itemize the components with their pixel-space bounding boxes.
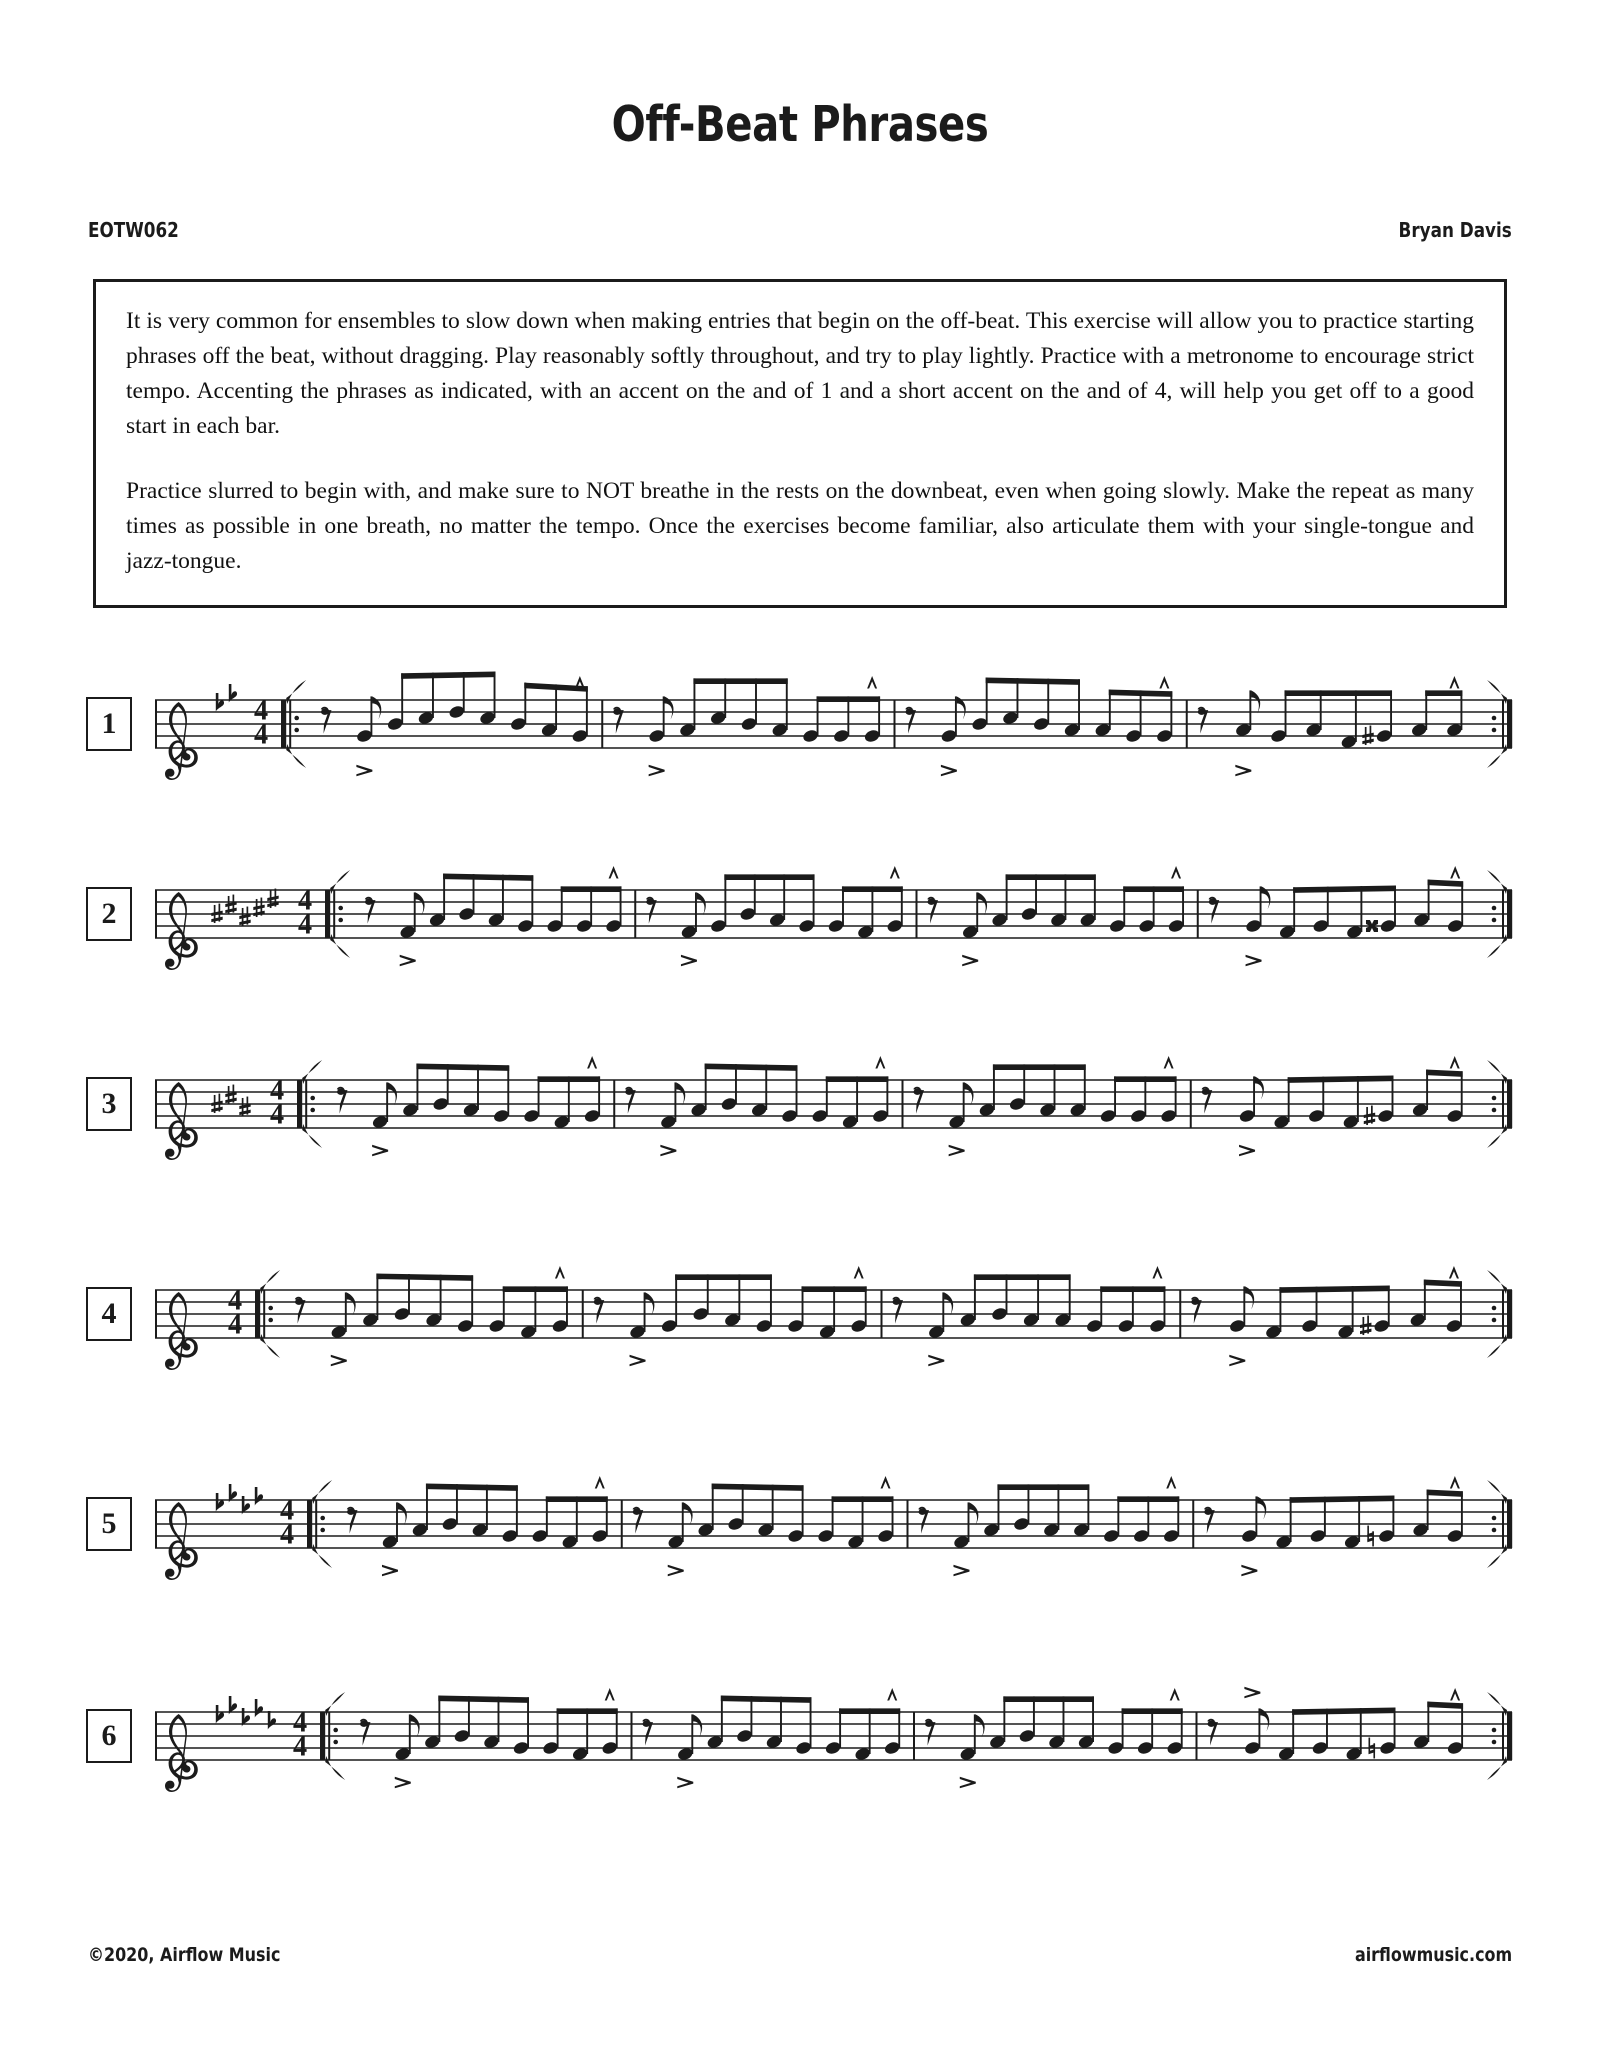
svg-text:4: 4 xyxy=(227,1285,243,1317)
staff-notation xyxy=(0,1034,1600,1194)
page-title: Off-Beat Phrases xyxy=(611,96,989,153)
svg-text:4: 4 xyxy=(253,719,269,751)
instructions-paragraph-1: It is very common for ensembles to slow down when making entries that begin on the off-beat. This exercise will allow you to practice starting phrases off the beat, without dragging. Play reasonably softly throughout, and try to play lightly. Practice with a metronome to encourage strict tempo. Accenting the phrases as indicated, with an accent on the and of 1 and a short accent on the and of 4, will help you get off to a good start in each bar. xyxy=(126,308,1474,439)
staff-notation xyxy=(0,1244,1600,1404)
svg-text:4: 4 xyxy=(297,909,313,941)
svg-text:4: 4 xyxy=(269,1099,285,1131)
music-system xyxy=(0,844,1600,1004)
instructions-paragraph-2: Practice slurred to begin with, and make sure to NOT breathe in the rests on the downbeat, even when going slowly. Make the repeat as many times as possible in one breath, no matter the tempo. Once the exercises become familiar, also articulate them with your single-tongue and jazz-tongue. xyxy=(126,478,1474,574)
author-name: Bryan Davis xyxy=(1398,218,1512,242)
exercise-number: 1 xyxy=(86,697,132,751)
svg-text:4: 4 xyxy=(227,1309,243,1341)
svg-text:4: 4 xyxy=(279,1495,295,1527)
music-system xyxy=(0,1244,1600,1404)
svg-text:4: 4 xyxy=(253,695,269,727)
exercise-number: 5 xyxy=(86,1497,132,1551)
staff-notation xyxy=(0,1454,1600,1614)
staff-notation xyxy=(0,1666,1600,1826)
website-link[interactable]: airflowmusic.com xyxy=(1354,1944,1512,1966)
music-system xyxy=(0,654,1600,814)
staff-notation xyxy=(0,654,1600,814)
music-system xyxy=(0,1666,1600,1826)
svg-text:4: 4 xyxy=(269,1075,285,1107)
music-system xyxy=(0,1454,1600,1614)
exercise-number: 4 xyxy=(86,1287,132,1341)
svg-text:4: 4 xyxy=(297,885,313,917)
exercise-number: 6 xyxy=(86,1709,132,1763)
copyright-notice: ©2020, Airflow Music xyxy=(88,1944,281,1966)
svg-text:4: 4 xyxy=(292,1731,308,1763)
svg-text:4: 4 xyxy=(292,1707,308,1739)
music-system xyxy=(0,1034,1600,1194)
svg-text:4: 4 xyxy=(279,1519,295,1551)
instructions-box xyxy=(93,279,1507,608)
catalog-number: EOTW062 xyxy=(88,218,179,242)
exercise-number: 2 xyxy=(86,887,132,941)
exercise-number: 3 xyxy=(86,1077,132,1131)
staff-notation xyxy=(0,844,1600,1004)
